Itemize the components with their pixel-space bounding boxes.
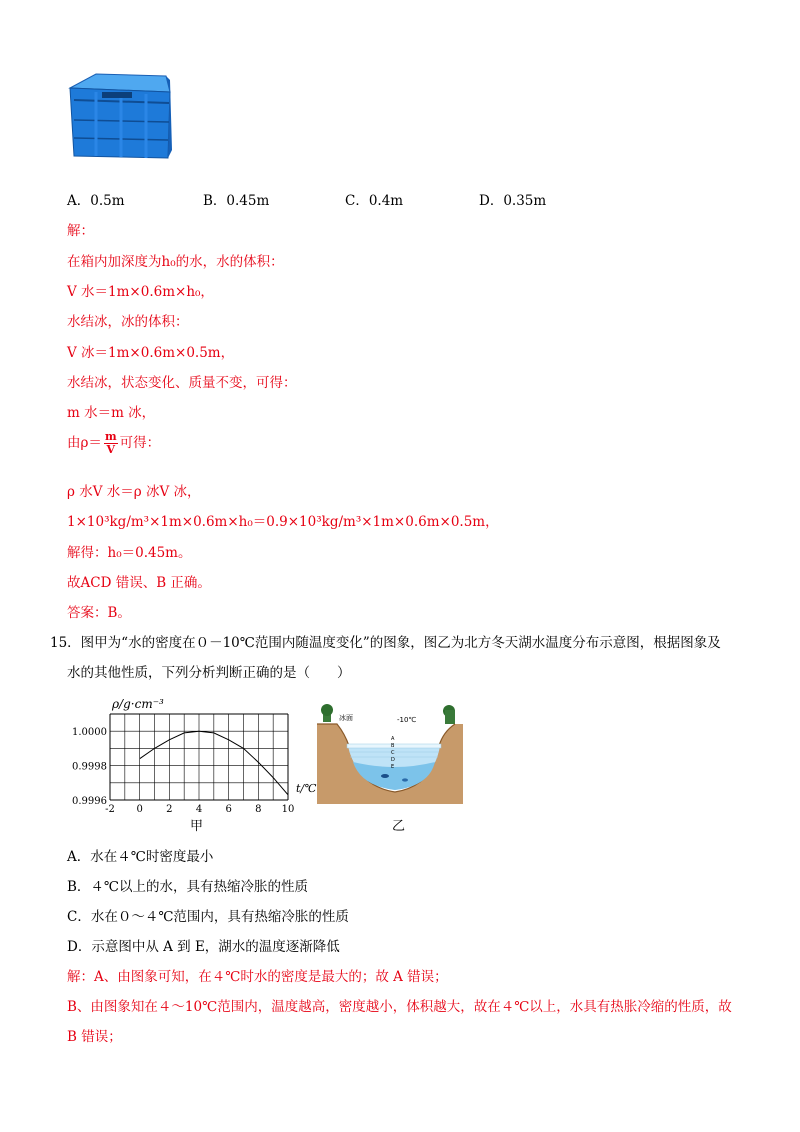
storage-box-image — [66, 70, 176, 162]
fraction-denominator: V — [106, 443, 116, 456]
lake-diagram — [315, 700, 465, 805]
tree-right-icon — [445, 710, 455, 724]
fish-icon — [381, 774, 389, 778]
option-c: C．水在０～４℃范围内，具有热缩冷胀的性质 — [67, 909, 349, 925]
x-tick-label: 10 — [281, 804, 295, 815]
solution-line: 在箱内加深度为h₀的水，水的体积： — [67, 254, 284, 270]
y-tick-label: 0.9996 — [72, 796, 107, 807]
option-d: D．0.35m — [479, 193, 547, 209]
y-axis-label: ρ/g·cm⁻³ — [112, 697, 164, 711]
density-chart — [60, 688, 325, 828]
ice-surface-label: 冰面 — [339, 714, 353, 722]
answer-line: 答案：B。 — [67, 605, 131, 621]
solution-line-fraction — [67, 431, 160, 456]
depth-marker-a: A — [391, 736, 395, 742]
solution-line: 水结冰，冰的体积： — [67, 314, 189, 330]
y-tick-label: 0.9998 — [72, 761, 107, 773]
x-tick-label: 0 — [136, 804, 143, 815]
solution-line: 1×10³kg/m³×1m×0.6m×h₀＝0.9×10³kg/m³×1m×0.6m×0.5m， — [67, 514, 499, 530]
chart-grid — [110, 714, 288, 800]
solution-line: m 水＝m 冰， — [67, 405, 156, 421]
solution-line: B 错误； — [67, 1029, 122, 1045]
option-a: A．水在４℃时密度最小 — [67, 849, 214, 865]
option-b: B．４℃以上的水，具有热缩冷胀的性质 — [67, 879, 309, 895]
depth-marker-e: E — [391, 764, 395, 770]
air-temperature-label: -10℃ — [397, 716, 417, 724]
x-tick-label: 6 — [225, 804, 232, 815]
depth-marker-b: B — [391, 743, 395, 749]
figure-yi-label: 乙 — [392, 819, 406, 834]
fish-icon — [402, 778, 408, 781]
y-tick-label: 1.0000 — [72, 727, 107, 739]
x-tick-label: -2 — [105, 804, 115, 815]
x-tick-label: 4 — [195, 804, 203, 815]
option-c: C．0.4m — [345, 193, 404, 209]
option-d: D．示意图中从 A 到 E，湖水的温度逐渐降低 — [67, 939, 340, 955]
question-stem: 水的其他性质，下列分析判断正确的是（ ） — [67, 665, 351, 681]
solution-line: ρ 水V 水＝ρ 冰V 冰， — [67, 484, 201, 500]
solution-line: V 水＝1m×0.6m×h₀， — [67, 284, 214, 300]
chart-ticks — [72, 727, 294, 815]
depth-marker-d: D — [391, 757, 395, 763]
depth-marker-c: C — [391, 750, 395, 756]
solution-line: 故ACD 错误、B 正确。 — [67, 575, 211, 591]
solution-line: 解：A、由图象可知，在４℃时水的密度是最大的；故 A 错误； — [67, 969, 448, 985]
solution-line: V 冰＝1m×0.6m×0.5m， — [67, 345, 235, 361]
x-tick-label: 8 — [255, 804, 262, 815]
fraction-prefix: 由ρ＝ — [67, 435, 102, 451]
solution-line: 水结冰，状态变化、质量不变，可得： — [67, 375, 297, 391]
figure-jia-label: 甲 — [190, 819, 204, 834]
tree-left-icon — [321, 704, 333, 716]
fraction-numerator: m — [104, 430, 117, 443]
solution-line: 解得：h₀＝0.45m。 — [67, 545, 192, 561]
solution-label: 解： — [67, 223, 94, 239]
x-axis-label: t/℃ — [296, 782, 317, 795]
x-tick-label: 2 — [166, 804, 173, 815]
solution-line: B、由图象知在４～10℃范围内，温度越高，密度越小，体积越大，故在４℃以上，水具有热胀冷缩的性质，故 — [67, 999, 732, 1015]
density-fraction — [104, 431, 118, 456]
option-b: B．0.45m — [203, 193, 270, 209]
question-stem: 15．图甲为“水的密度在０－10℃范围内随温度变化”的图象，图乙为北方冬天湖水温度分布示意图，根据图象及 — [50, 635, 721, 651]
option-a: A．0.5m — [67, 193, 125, 209]
fraction-suffix: 可得： — [119, 435, 161, 451]
